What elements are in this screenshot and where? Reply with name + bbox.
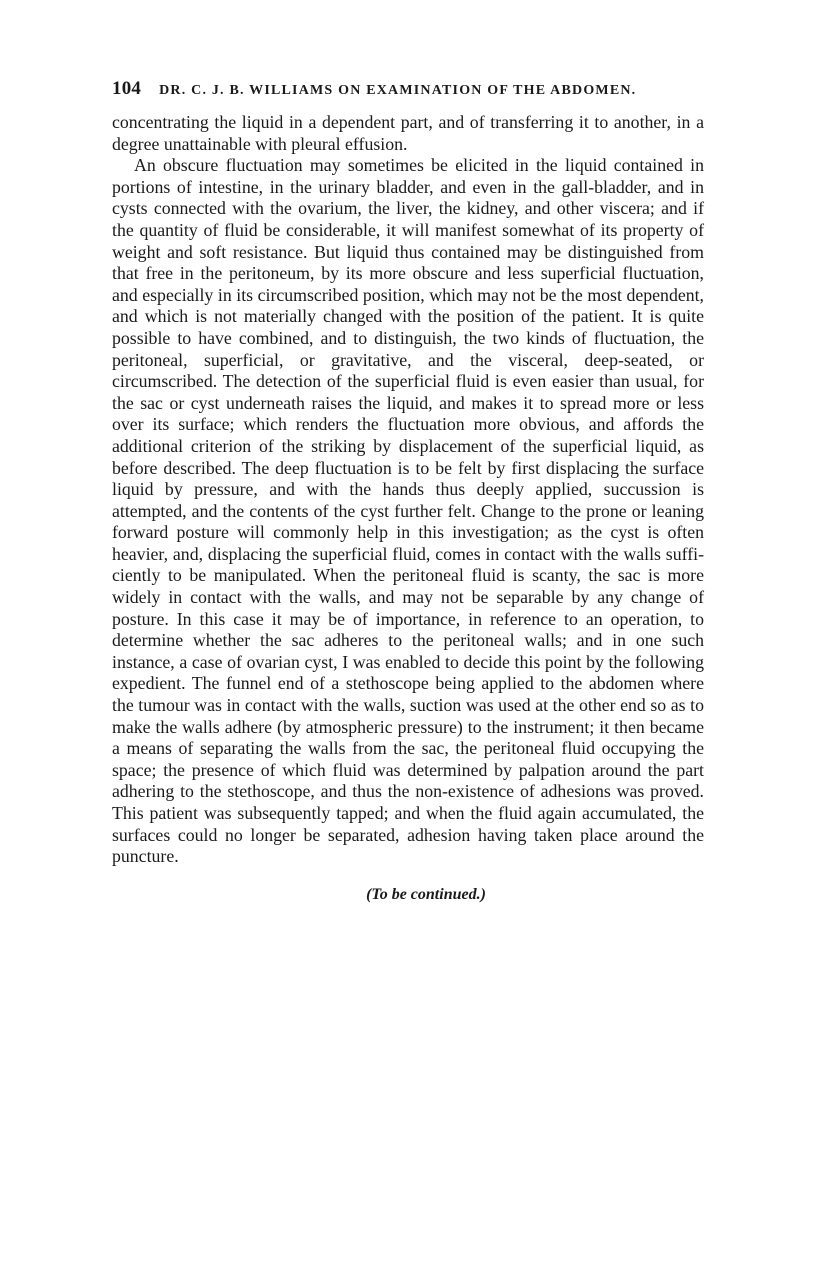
paragraph-obscure-fluctuation: An obscure fluctuation may sometimes be elicited in the liquid contained in portions of intestine, in the urinary bladder, and even in the gall-bladder, and in cysts connected with the ovarium, the liver, the kidney, and other viscera; and if the quantity of fluid be considerable, it will manifest somewhat of its property of weight and soft resistance. But liquid thus contained may be distinguished from that free in the peritoneum, by its more obscure and less superficial fluctuation, and especially in its circumscribed position, which may not be the most dependent, and which is not materially changed with the position of the patient. It is quite possible to have combined, and to distinguish, the two kinds of fluctuation, the peritoneal, superficial, or gravitative, and the visceral, deep-seated, or circumscribed. The detection of the superficial fluid is even easier than usual, for the sac or cyst underneath raises the liquid, and makes it to spread more or less over its surface; which renders the fluctuation more obvious, and affords the additional criterion of the striking by displacement of the superficial liquid, as before described. The deep fluctuation is to be felt by first displacing the surface liquid by pressure, and with the hands thus deeply applied, succussion is attempted, and the contents of the cyst further felt. Change to the prone or leaning forward posture will commonly help in this investigation; as the cyst is often heavier, and, displacing the superficial fluid, comes in contact with the walls sufficiently to be manipulated. When the peritoneal fluid is scanty, the sac is more widely in contact with the walls, and may not be separable by any change of posture. In this case it may be of importance, in reference to an operation, to determine whether the sac adheres to the peritoneal walls; and in one such instance, a case of ovarian cyst, I was enabled to decide this point by the following expedient. The funnel end of a stethoscope being applied to the abdomen where the tumour was in contact with the walls, suction was used at the other end so as to make the walls adhere (by atmospheric pressure) to the instrument; it then became a means of separating the walls from the sac, the peritoneal fluid occupying the space; the presence of which fluid was determined by palpation around the part adhering to the stethoscope, and thus the non-existence of adhesions was proved. This patient was subsequently tapped; and when the fluid again accumulated, the surfaces could no longer be separated, adhesion having taken place around the puncture. xyxy=(112,155,704,867)
page xyxy=(112,78,704,904)
to-be-continued-note: (To be continued.) xyxy=(366,885,486,903)
article-body xyxy=(112,112,704,868)
paragraph-continued: concentrating the liquid in a dependent part, and of transferring it to another, in a degree unattainable with pleural effusion. xyxy=(112,112,704,154)
page-number: 104 xyxy=(112,78,142,99)
running-header xyxy=(112,78,704,100)
running-title: DR. C. J. B. WILLIAMS ON EXAMINATION OF THE ABDOMEN. xyxy=(159,83,637,98)
